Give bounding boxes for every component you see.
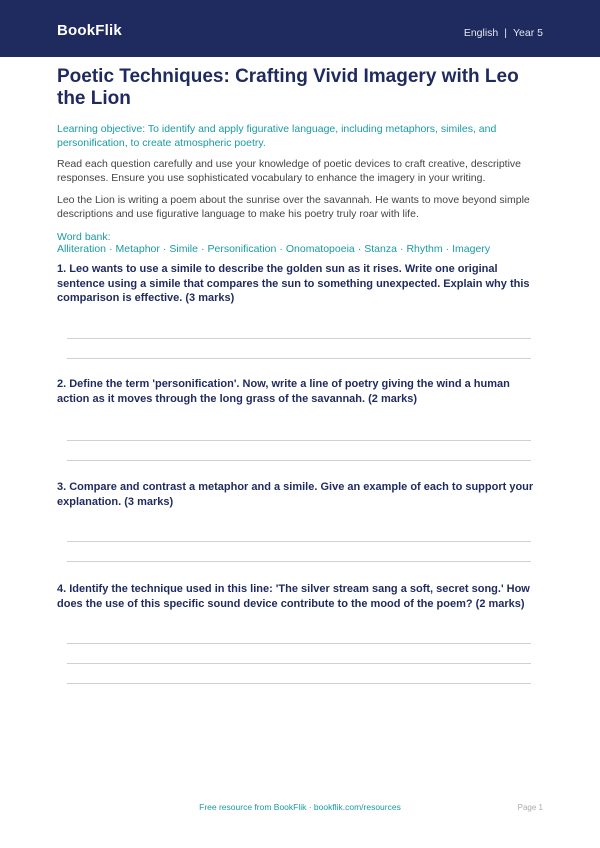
word-bank-word: Imagery bbox=[452, 243, 491, 255]
answer-line[interactable] bbox=[67, 541, 531, 542]
word-bank-word: Rhythm bbox=[406, 243, 443, 255]
question-4: 4. Identify the technique used in this line: 'The silver stream sang a soft, secret song.' How does the use of this specific sound device contribute to the mood of the poem? (2 marks) bbox=[57, 583, 530, 610]
brand-logo: BookFlik bbox=[57, 22, 122, 39]
word-bank-word: Stanza bbox=[364, 243, 397, 255]
worksheet-title: Poetic Techniques: Crafting Vivid Imagery with Leo the Lion bbox=[57, 66, 519, 109]
year-label: Year 5 bbox=[513, 27, 543, 39]
subject-year bbox=[464, 27, 543, 39]
scenario-paragraph: Leo the Lion is writing a poem about the sunrise over the savannah. He wants to move beyond simple descriptions and use figurative language to make his poetry truly roar with life. bbox=[57, 194, 530, 220]
answer-line[interactable] bbox=[67, 643, 531, 644]
page-header bbox=[0, 0, 600, 57]
learning-objective: Learning objective: To identify and apply figurative language, including metaphors, similes, and personification, to create atmospheric poetry. bbox=[57, 123, 497, 149]
question-2: 2. Define the term 'personification'. Now, write a line of poetry giving the wind a human action as it moves through the long grass of the savannah. (2 marks) bbox=[57, 378, 510, 405]
word-bank-word: Simile bbox=[169, 243, 198, 255]
question-1: 1. Leo wants to use a simile to describe the golden sun as it rises. Write one original sentence using a simile that compares the sun to something unexpected. Explain why this comparison is effective. (3 marks) bbox=[57, 263, 530, 304]
page-number: Page 1 bbox=[517, 803, 543, 812]
word-bank-word: Alliteration bbox=[57, 243, 107, 255]
answer-line[interactable] bbox=[67, 663, 531, 664]
word-bank-word: Onomatopoeia bbox=[285, 243, 355, 255]
footer-credit: Free resource from BookFlik · bookflik.com/resources bbox=[199, 802, 401, 812]
answer-line[interactable] bbox=[67, 440, 531, 441]
meta-separator: | bbox=[504, 27, 508, 39]
answer-line[interactable] bbox=[67, 561, 531, 562]
answer-line[interactable] bbox=[67, 460, 531, 461]
answer-line[interactable] bbox=[67, 683, 531, 684]
question-3: 3. Compare and contrast a metaphor and a simile. Give an example of each to support your explanation. (3 marks) bbox=[57, 481, 534, 508]
answer-line[interactable] bbox=[67, 358, 531, 359]
word-bank-word: Metaphor bbox=[115, 243, 160, 255]
answer-line[interactable] bbox=[67, 338, 531, 339]
instructions-paragraph: Read each question carefully and use your knowledge of poetic devices to craft creative, descriptive responses. Ensure you use sophisticated vocabulary to enhance the imagery in your writing. bbox=[57, 158, 522, 184]
word-bank: Word bank: Alliteration · Metaphor · Simile · Personification · Onomatopoeia · Stanza · Rhythm · Imagery bbox=[57, 231, 491, 255]
word-bank-label: Word bank: bbox=[57, 231, 111, 243]
word-bank-word: Personification bbox=[207, 243, 277, 255]
subject-label: English bbox=[463, 27, 499, 39]
